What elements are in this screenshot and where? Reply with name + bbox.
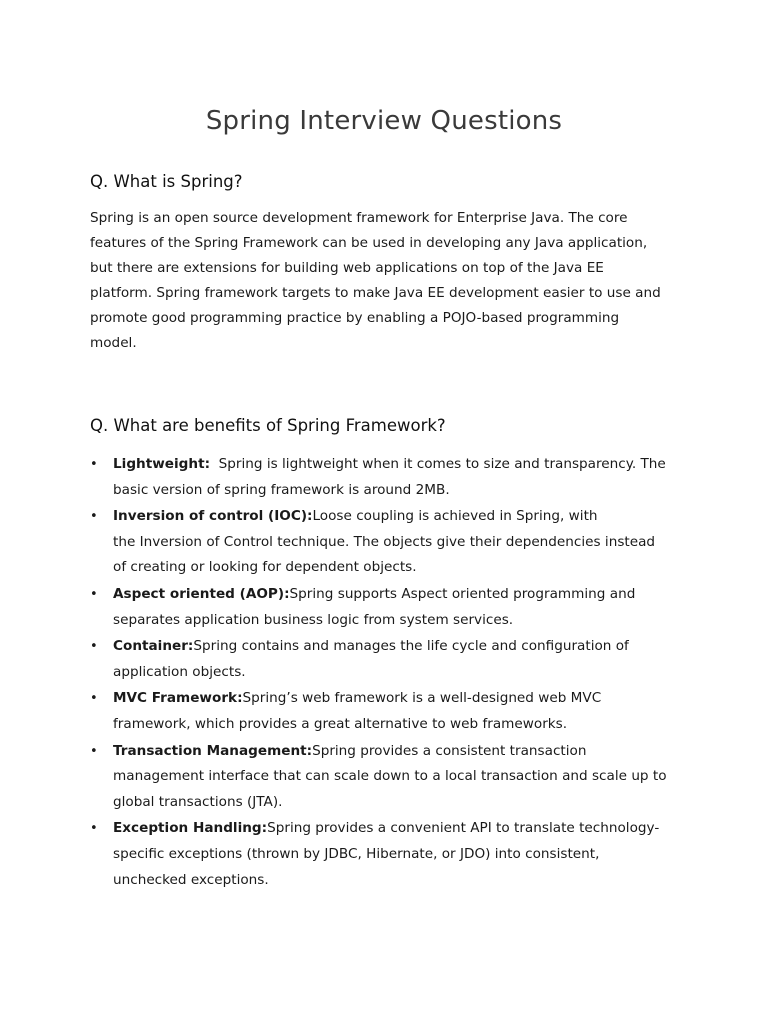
bullet-icon: •	[90, 509, 98, 525]
benefit-line	[113, 452, 690, 478]
paragraph-line: promote good programming practice by enabling a POJO-based programming	[90, 310, 620, 326]
benefit-line	[113, 739, 690, 765]
paragraph-line: model.	[90, 335, 137, 351]
list-item	[90, 452, 690, 503]
benefit-line: the Inversion of Control technique. The objects give their dependencies instead	[113, 533, 656, 550]
question-heading-benefits: Q. What are benefits of Spring Framework?	[90, 416, 446, 435]
list-item	[90, 816, 690, 893]
benefit-term: Transaction Management:	[113, 742, 313, 759]
benefits-list	[90, 452, 690, 894]
benefit-line	[113, 816, 690, 842]
list-item	[90, 634, 690, 685]
benefit-line: basic version of spring framework is around 2MB.	[113, 481, 450, 498]
bullet-icon: •	[90, 639, 98, 655]
bullet-icon: •	[90, 821, 98, 837]
bullet-icon: •	[90, 743, 98, 759]
benefit-line: specific exceptions (thrown by JDBC, Hibernate, or JDO) into consistent,	[113, 845, 600, 862]
list-item	[90, 686, 690, 737]
benefit-line	[113, 582, 690, 608]
paragraph-line: but there are extensions for building web applications on top of the Java EE	[90, 260, 604, 276]
paragraph-line: platform. Spring framework targets to make Java EE development easier to use and	[90, 285, 661, 301]
benefit-term: Inversion of control (IOC):	[113, 508, 313, 525]
list-item	[90, 582, 690, 633]
benefit-text: Spring supports Aspect oriented programming and	[289, 585, 636, 602]
answer-paragraph	[90, 206, 680, 356]
benefit-text: Spring provides a consistent transaction	[312, 742, 587, 759]
document-title: Spring Interview Questions	[205, 106, 563, 136]
list-item	[90, 504, 690, 581]
benefit-term: Exception Handling:	[113, 820, 268, 837]
paragraph-line: features of the Spring Framework can be used in developing any Java application,	[90, 235, 648, 251]
list-item	[90, 739, 690, 816]
benefit-text: Loose coupling is achieved in Spring, with	[312, 508, 598, 525]
benefit-term: MVC Framework:	[113, 690, 243, 707]
benefit-line: global transactions (JTA).	[113, 793, 283, 810]
benefit-line: framework, which provides a great alternative to web frameworks.	[113, 715, 568, 732]
benefit-term: Container:	[113, 638, 194, 655]
benefit-term: Lightweight:	[113, 456, 211, 472]
benefit-line	[113, 504, 690, 530]
benefit-line: unchecked exceptions.	[113, 871, 269, 888]
paragraph-line: Spring is an open source development framework for Enterprise Java. The core	[90, 210, 628, 226]
benefit-line: application objects.	[113, 663, 246, 680]
benefit-text: Spring is lightweight when it comes to size and transparency. The	[210, 456, 666, 472]
benefit-line: management interface that can scale down to a local transaction and scale up to	[113, 768, 667, 785]
benefit-text: Spring contains and manages the life cycle and configuration of	[193, 638, 629, 655]
bullet-icon: •	[90, 586, 98, 602]
benefit-line	[113, 634, 690, 660]
benefit-line	[113, 686, 690, 712]
bullet-icon: •	[90, 691, 98, 707]
question-heading-what-is-spring: Q. What is Spring?	[90, 172, 243, 191]
bullet-icon: •	[90, 457, 98, 472]
benefit-line: of creating or looking for dependent objects.	[113, 559, 417, 576]
benefit-text: Spring provides a convenient API to translate technology-	[267, 820, 660, 837]
benefit-line: separates application business logic from system services.	[113, 611, 514, 628]
benefit-text: Spring’s web framework is a well-designed web MVC	[242, 690, 602, 707]
benefit-term: Aspect oriented (AOP):	[113, 585, 290, 602]
